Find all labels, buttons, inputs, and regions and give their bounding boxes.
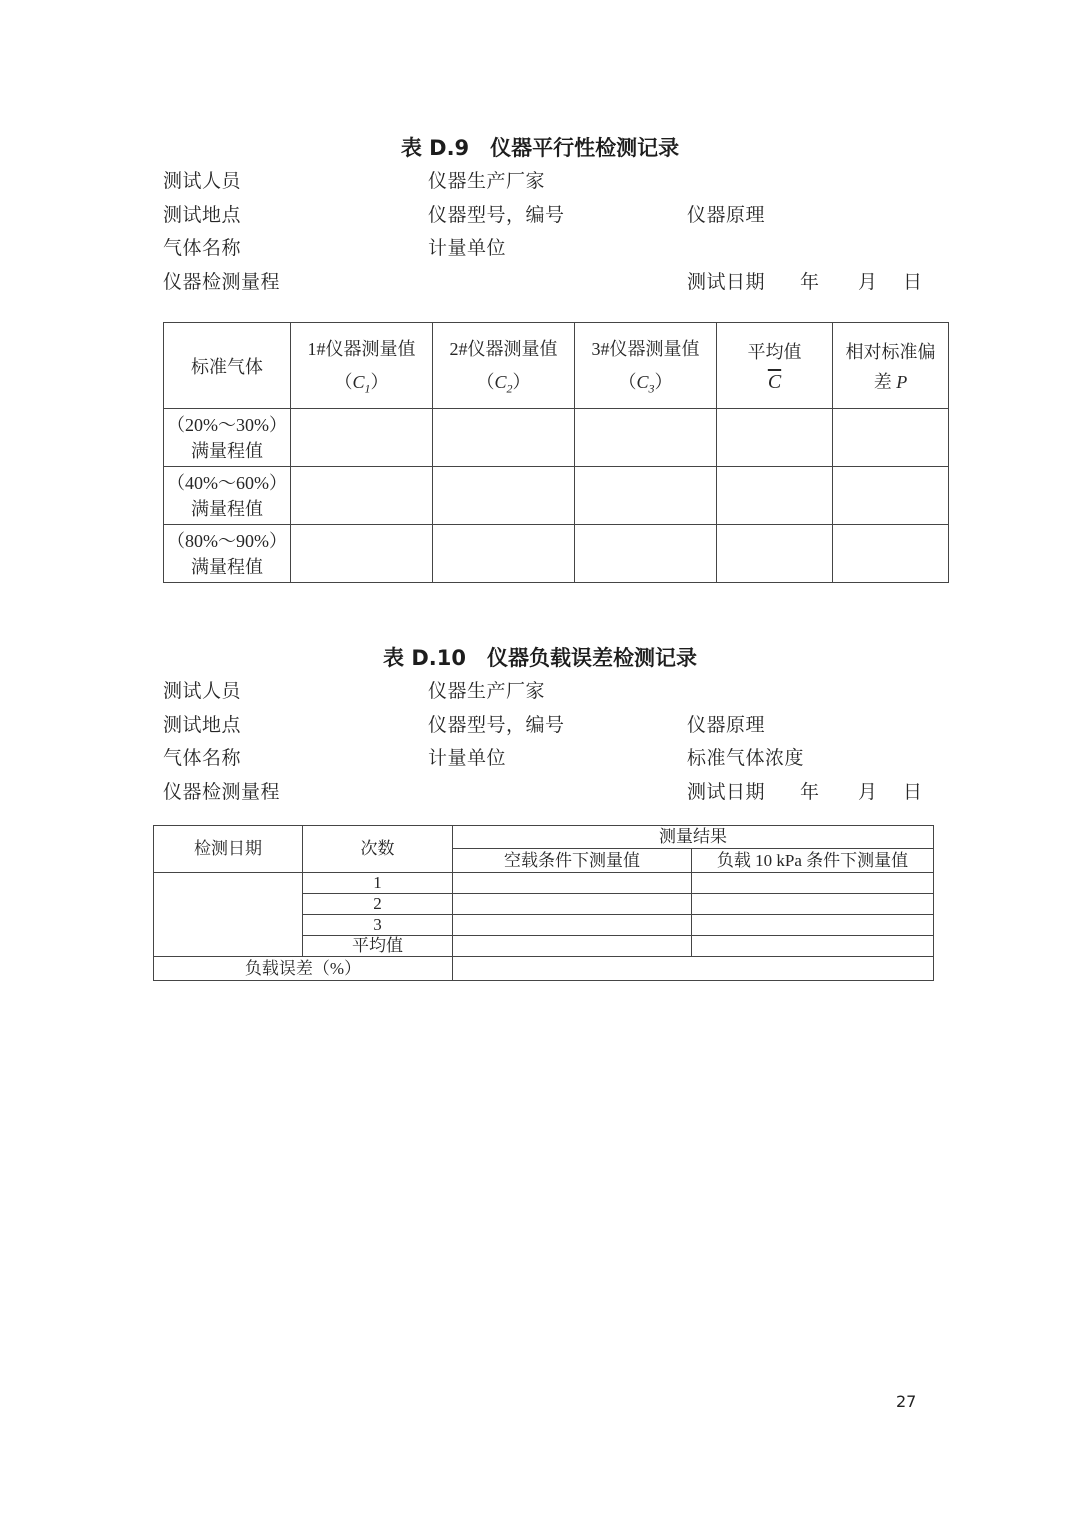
d9-label-day: 日 xyxy=(903,272,923,293)
header-rsd: 相对标准偏 差 P xyxy=(833,323,949,409)
empty-cell xyxy=(453,936,692,957)
table-header-row xyxy=(164,323,949,409)
empty-cell xyxy=(717,525,833,583)
header-count: 次数 xyxy=(303,826,453,873)
empty-cell xyxy=(433,409,575,467)
d9-label-range: 仪器检测量程 xyxy=(163,272,281,293)
row-label-80-90: （80%～90%） 满量程值 xyxy=(164,525,291,583)
d10-label-location: 测试地点 xyxy=(163,715,242,736)
empty-cell xyxy=(575,467,717,525)
table-row xyxy=(164,467,949,525)
empty-cell xyxy=(692,915,934,936)
header-average: 平均值 $\overline{C}$ xyxy=(717,323,833,409)
d10-label-gas-name: 气体名称 xyxy=(163,748,242,769)
empty-cell xyxy=(833,467,949,525)
d10-label-test-date: 测试日期 xyxy=(687,782,766,803)
table-row xyxy=(164,525,949,583)
table-d9-title: 表 D.9 仪器平行性检测记录 xyxy=(400,136,680,160)
load-error-test-table xyxy=(153,825,934,981)
d9-label-unit: 计量单位 xyxy=(428,238,507,259)
empty-cell xyxy=(453,894,692,915)
empty-cell xyxy=(291,467,433,525)
d10-label-tester: 测试人员 xyxy=(163,681,242,702)
empty-date-cell xyxy=(154,873,303,957)
parallelism-test-table xyxy=(163,322,949,583)
d9-label-manufacturer: 仪器生产厂家 xyxy=(428,171,546,192)
row-label-20-30: （20%～30%） 满量程值 xyxy=(164,409,291,467)
count-1: 1 xyxy=(303,873,453,894)
empty-cell xyxy=(453,957,934,981)
table-header-row-1 xyxy=(154,826,934,849)
empty-cell xyxy=(291,409,433,467)
row-label-40-60: （40%～60%） 满量程值 xyxy=(164,467,291,525)
d10-form-row-2 xyxy=(0,710,1080,736)
d10-label-year: 年 xyxy=(800,782,820,803)
d9-label-location: 测试地点 xyxy=(163,205,242,226)
d9-label-model: 仪器型号，编号 xyxy=(428,205,565,226)
table-d10-title: 表 D.10 仪器负载误差检测记录 xyxy=(383,646,697,670)
header-standard-gas: 标准气体 xyxy=(164,323,291,409)
empty-cell xyxy=(692,894,934,915)
empty-cell xyxy=(833,409,949,467)
header-test-date: 检测日期 xyxy=(154,826,303,873)
d9-label-year: 年 xyxy=(800,272,820,293)
d10-label-model: 仪器型号，编号 xyxy=(428,715,565,736)
empty-cell xyxy=(453,915,692,936)
d9-form-row-1 xyxy=(0,166,1080,192)
count-average: 平均值 xyxy=(303,936,453,957)
header-instrument-1: 1#仪器测量值 $(C_1)$ xyxy=(291,323,433,409)
d10-label-range: 仪器检测量程 xyxy=(163,782,281,803)
header-instrument-2: 2#仪器测量值 $(C_2)$ xyxy=(433,323,575,409)
header-noload-value: 空载条件下测量值 xyxy=(453,849,692,873)
empty-cell xyxy=(692,936,934,957)
table-row xyxy=(154,873,934,894)
empty-cell xyxy=(291,525,433,583)
empty-cell xyxy=(433,467,575,525)
table-row xyxy=(164,409,949,467)
header-load-value: 负载 10 kPa 条件下测量值 xyxy=(692,849,934,873)
count-2: 2 xyxy=(303,894,453,915)
table-footer-row xyxy=(154,957,934,981)
header-instrument-3: 3#仪器测量值 $(C_3)$ xyxy=(575,323,717,409)
d10-form-row-4 xyxy=(0,777,1080,803)
d9-label-tester: 测试人员 xyxy=(163,171,242,192)
empty-cell xyxy=(575,525,717,583)
d9-label-month: 月 xyxy=(858,272,878,293)
d10-label-principle: 仪器原理 xyxy=(687,715,766,736)
d10-label-manufacturer: 仪器生产厂家 xyxy=(428,681,546,702)
d10-label-day: 日 xyxy=(903,782,923,803)
d9-label-principle: 仪器原理 xyxy=(687,205,766,226)
d9-label-test-date: 测试日期 xyxy=(687,272,766,293)
d9-label-gas-name: 气体名称 xyxy=(163,238,242,259)
count-3: 3 xyxy=(303,915,453,936)
header-measurement-result: 测量结果 xyxy=(453,826,934,849)
d9-form-row-2 xyxy=(0,200,1080,226)
d10-label-month: 月 xyxy=(858,782,878,803)
empty-cell xyxy=(692,873,934,894)
empty-cell xyxy=(717,409,833,467)
empty-cell xyxy=(453,873,692,894)
empty-cell xyxy=(717,467,833,525)
d10-form-row-3 xyxy=(0,743,1080,769)
d10-label-unit: 计量单位 xyxy=(428,748,507,769)
d9-form-row-3 xyxy=(0,233,1080,259)
empty-cell xyxy=(833,525,949,583)
empty-cell xyxy=(433,525,575,583)
empty-cell xyxy=(575,409,717,467)
load-error-label: 负载误差（%） xyxy=(154,957,453,981)
d10-label-std-gas-conc: 标准气体浓度 xyxy=(687,748,805,769)
d9-form-row-4 xyxy=(0,267,1080,293)
d10-form-row-1 xyxy=(0,676,1080,702)
page-number: 27 xyxy=(896,1392,917,1411)
